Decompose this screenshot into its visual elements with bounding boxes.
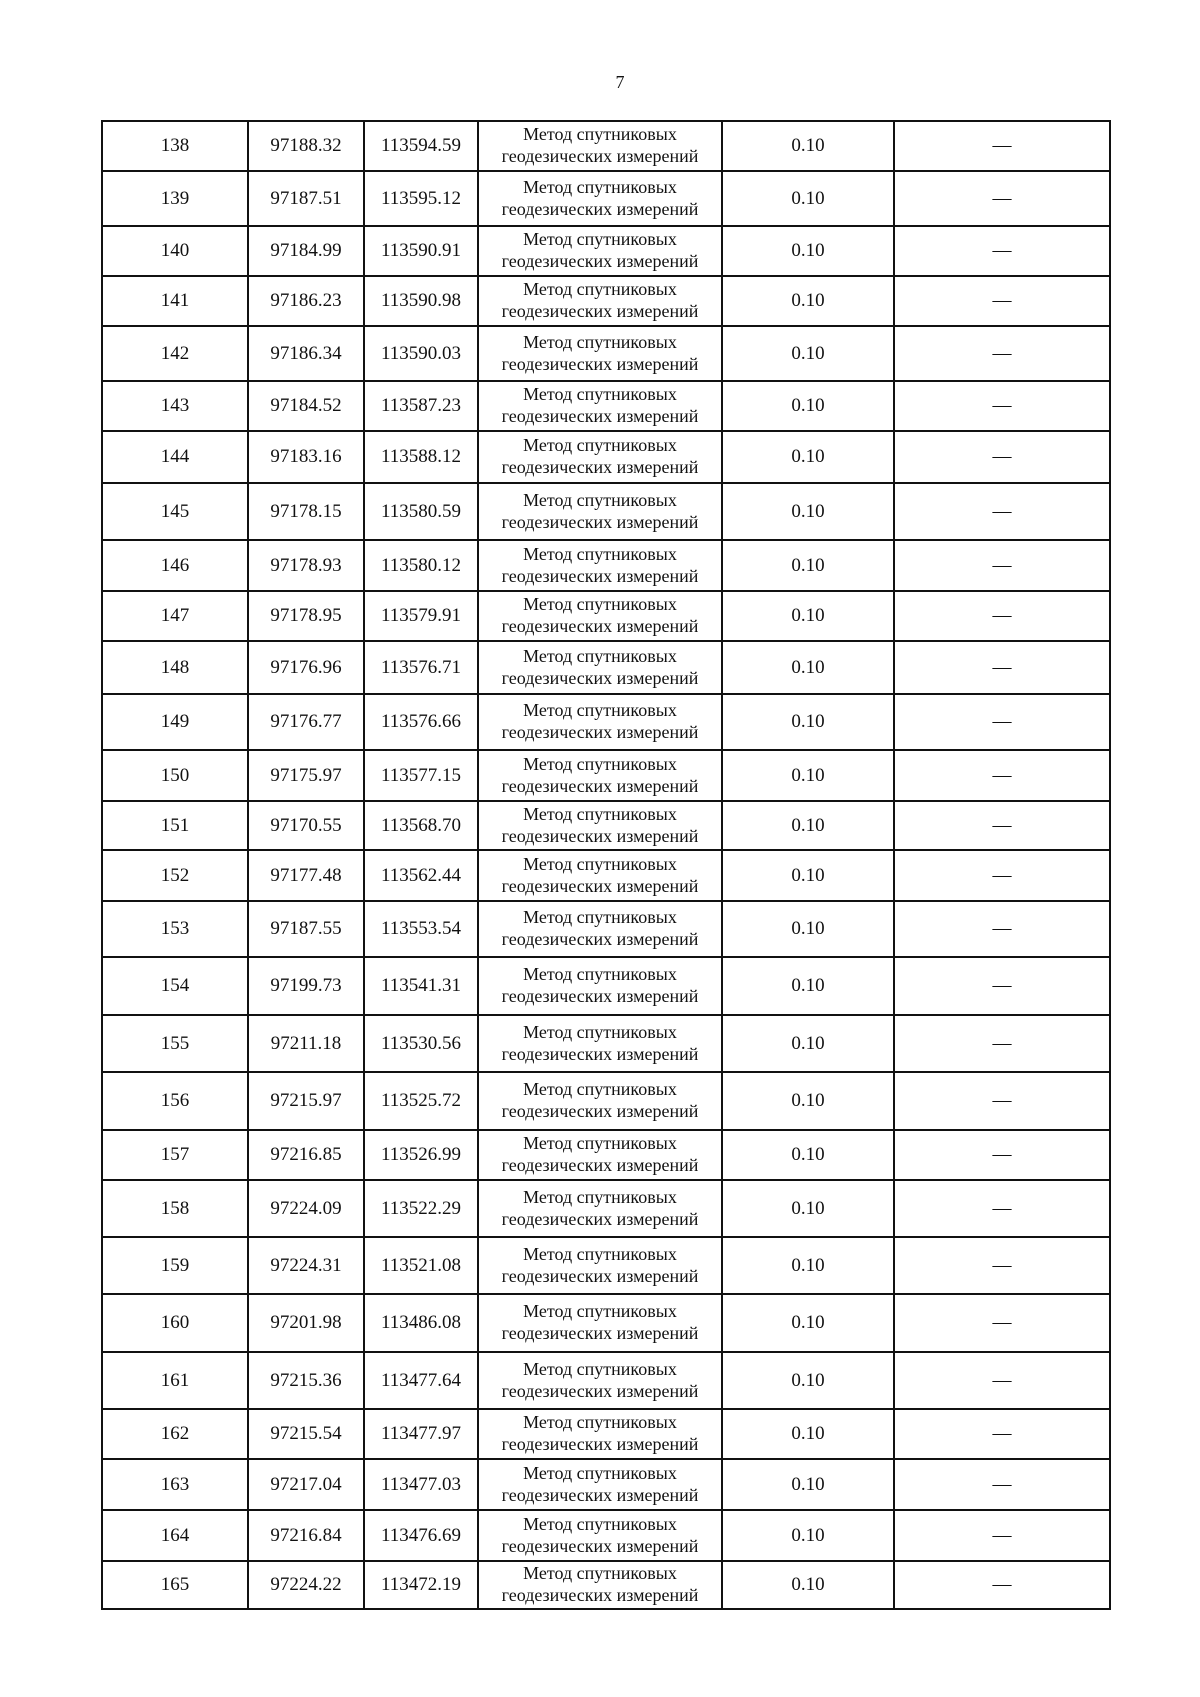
x-coordinate-cell: 97186.34	[248, 326, 364, 381]
method-cell: Метод спутниковых геодезических измерений	[478, 431, 722, 483]
method-cell: Метод спутниковых геодезических измерений	[478, 276, 722, 326]
x-coordinate-cell: 97224.09	[248, 1180, 364, 1237]
table-row	[102, 901, 1110, 957]
table-row	[102, 1294, 1110, 1352]
x-coordinate-cell: 97170.55	[248, 801, 364, 850]
accuracy-cell: 0.10	[722, 121, 894, 171]
accuracy-cell: 0.10	[722, 1459, 894, 1510]
table-row	[102, 276, 1110, 326]
y-coordinate-cell: 113590.98	[364, 276, 478, 326]
note-cell: —	[894, 591, 1110, 641]
accuracy-cell: 0.10	[722, 276, 894, 326]
table-row	[102, 1561, 1110, 1609]
y-coordinate-cell: 113595.12	[364, 171, 478, 226]
y-coordinate-cell: 113526.99	[364, 1130, 478, 1180]
accuracy-cell: 0.10	[722, 1072, 894, 1130]
note-cell: —	[894, 1180, 1110, 1237]
note-cell: —	[894, 850, 1110, 901]
method-cell: Метод спутниковых геодезических измерений	[478, 694, 722, 750]
accuracy-cell: 0.10	[722, 381, 894, 431]
x-coordinate-cell: 97184.52	[248, 381, 364, 431]
x-coordinate-cell: 97217.04	[248, 1459, 364, 1510]
table-row	[102, 540, 1110, 591]
note-cell: —	[894, 121, 1110, 171]
point-number-cell: 141	[102, 276, 248, 326]
table-row	[102, 326, 1110, 381]
note-cell: —	[894, 901, 1110, 957]
point-number-cell: 140	[102, 226, 248, 276]
y-coordinate-cell: 113472.19	[364, 1561, 478, 1609]
method-cell: Метод спутниковых геодезических измерений	[478, 540, 722, 591]
note-cell: —	[894, 1130, 1110, 1180]
method-cell: Метод спутниковых геодезических измерений	[478, 381, 722, 431]
note-cell: —	[894, 957, 1110, 1015]
accuracy-cell: 0.10	[722, 694, 894, 750]
table-row	[102, 1237, 1110, 1294]
note-cell: —	[894, 483, 1110, 540]
page-number: 7	[615, 72, 625, 92]
point-number-cell: 143	[102, 381, 248, 431]
note-cell: —	[894, 801, 1110, 850]
note-cell: —	[894, 1409, 1110, 1459]
accuracy-cell: 0.10	[722, 957, 894, 1015]
note-cell: —	[894, 1237, 1110, 1294]
point-number-cell: 164	[102, 1510, 248, 1561]
point-number-cell: 163	[102, 1459, 248, 1510]
point-number-cell: 153	[102, 901, 248, 957]
y-coordinate-cell: 113590.03	[364, 326, 478, 381]
accuracy-cell: 0.10	[722, 1180, 894, 1237]
accuracy-cell: 0.10	[722, 850, 894, 901]
point-number-cell: 155	[102, 1015, 248, 1072]
table-row	[102, 1072, 1110, 1130]
y-coordinate-cell: 113476.69	[364, 1510, 478, 1561]
point-number-cell: 147	[102, 591, 248, 641]
coordinates-table-body	[102, 121, 1110, 1609]
point-number-cell: 150	[102, 750, 248, 801]
x-coordinate-cell: 97201.98	[248, 1294, 364, 1352]
note-cell: —	[894, 1352, 1110, 1409]
method-cell: Метод спутниковых геодезических измерений	[478, 850, 722, 901]
method-cell: Метод спутниковых геодезических измерений	[478, 1180, 722, 1237]
point-number-cell: 152	[102, 850, 248, 901]
point-number-cell: 158	[102, 1180, 248, 1237]
note-cell: —	[894, 641, 1110, 694]
method-cell: Метод спутниковых геодезических измерений	[478, 1237, 722, 1294]
accuracy-cell: 0.10	[722, 750, 894, 801]
accuracy-cell: 0.10	[722, 1015, 894, 1072]
x-coordinate-cell: 97224.31	[248, 1237, 364, 1294]
method-cell: Метод спутниковых геодезических измерений	[478, 326, 722, 381]
method-cell: Метод спутниковых геодезических измерений	[478, 1561, 722, 1609]
x-coordinate-cell: 97184.99	[248, 226, 364, 276]
x-coordinate-cell: 97183.16	[248, 431, 364, 483]
note-cell: —	[894, 750, 1110, 801]
x-coordinate-cell: 97215.54	[248, 1409, 364, 1459]
point-number-cell: 156	[102, 1072, 248, 1130]
x-coordinate-cell: 97187.55	[248, 901, 364, 957]
accuracy-cell: 0.10	[722, 1237, 894, 1294]
x-coordinate-cell: 97188.32	[248, 121, 364, 171]
accuracy-cell: 0.10	[722, 801, 894, 850]
y-coordinate-cell: 113541.31	[364, 957, 478, 1015]
x-coordinate-cell: 97177.48	[248, 850, 364, 901]
accuracy-cell: 0.10	[722, 1510, 894, 1561]
table-row	[102, 121, 1110, 171]
accuracy-cell: 0.10	[722, 171, 894, 226]
y-coordinate-cell: 113477.97	[364, 1409, 478, 1459]
accuracy-cell: 0.10	[722, 1352, 894, 1409]
x-coordinate-cell: 97216.84	[248, 1510, 364, 1561]
y-coordinate-cell: 113486.08	[364, 1294, 478, 1352]
x-coordinate-cell: 97178.93	[248, 540, 364, 591]
note-cell: —	[894, 171, 1110, 226]
table-row	[102, 750, 1110, 801]
table-row	[102, 801, 1110, 850]
table-row	[102, 1180, 1110, 1237]
point-number-cell: 149	[102, 694, 248, 750]
table-row	[102, 641, 1110, 694]
y-coordinate-cell: 113576.66	[364, 694, 478, 750]
y-coordinate-cell: 113525.72	[364, 1072, 478, 1130]
table-row	[102, 1510, 1110, 1561]
note-cell: —	[894, 1015, 1110, 1072]
point-number-cell: 146	[102, 540, 248, 591]
note-cell: —	[894, 694, 1110, 750]
method-cell: Метод спутниковых геодезических измерений	[478, 641, 722, 694]
accuracy-cell: 0.10	[722, 326, 894, 381]
y-coordinate-cell: 113594.59	[364, 121, 478, 171]
note-cell: —	[894, 1561, 1110, 1609]
table-row	[102, 381, 1110, 431]
accuracy-cell: 0.10	[722, 540, 894, 591]
y-coordinate-cell: 113522.29	[364, 1180, 478, 1237]
accuracy-cell: 0.10	[722, 901, 894, 957]
method-cell: Метод спутниковых геодезических измерений	[478, 957, 722, 1015]
note-cell: —	[894, 1294, 1110, 1352]
point-number-cell: 148	[102, 641, 248, 694]
x-coordinate-cell: 97224.22	[248, 1561, 364, 1609]
table-row	[102, 1015, 1110, 1072]
y-coordinate-cell: 113477.64	[364, 1352, 478, 1409]
y-coordinate-cell: 113562.44	[364, 850, 478, 901]
x-coordinate-cell: 97199.73	[248, 957, 364, 1015]
method-cell: Метод спутниковых геодезических измерений	[478, 1072, 722, 1130]
x-coordinate-cell: 97178.95	[248, 591, 364, 641]
accuracy-cell: 0.10	[722, 483, 894, 540]
method-cell: Метод спутниковых геодезических измерений	[478, 1459, 722, 1510]
note-cell: —	[894, 1510, 1110, 1561]
x-coordinate-cell: 97178.15	[248, 483, 364, 540]
point-number-cell: 165	[102, 1561, 248, 1609]
method-cell: Метод спутниковых геодезических измерений	[478, 483, 722, 540]
note-cell: —	[894, 276, 1110, 326]
point-number-cell: 159	[102, 1237, 248, 1294]
x-coordinate-cell: 97186.23	[248, 276, 364, 326]
method-cell: Метод спутниковых геодезических измерений	[478, 1130, 722, 1180]
x-coordinate-cell: 97175.97	[248, 750, 364, 801]
method-cell: Метод спутниковых геодезических измерений	[478, 226, 722, 276]
method-cell: Метод спутниковых геодезических измерений	[478, 801, 722, 850]
method-cell: Метод спутниковых геодезических измерений	[478, 901, 722, 957]
method-cell: Метод спутниковых геодезических измерений	[478, 1409, 722, 1459]
accuracy-cell: 0.10	[722, 1561, 894, 1609]
point-number-cell: 145	[102, 483, 248, 540]
method-cell: Метод спутниковых геодезических измерений	[478, 1294, 722, 1352]
table-row	[102, 1459, 1110, 1510]
x-coordinate-cell: 97187.51	[248, 171, 364, 226]
accuracy-cell: 0.10	[722, 591, 894, 641]
note-cell: —	[894, 540, 1110, 591]
y-coordinate-cell: 113577.15	[364, 750, 478, 801]
y-coordinate-cell: 113587.23	[364, 381, 478, 431]
y-coordinate-cell: 113530.56	[364, 1015, 478, 1072]
y-coordinate-cell: 113580.59	[364, 483, 478, 540]
table-row	[102, 1130, 1110, 1180]
y-coordinate-cell: 113553.54	[364, 901, 478, 957]
table-row	[102, 1352, 1110, 1409]
point-number-cell: 144	[102, 431, 248, 483]
table-row	[102, 694, 1110, 750]
table-row	[102, 483, 1110, 540]
table-row	[102, 957, 1110, 1015]
y-coordinate-cell: 113521.08	[364, 1237, 478, 1294]
note-cell: —	[894, 431, 1110, 483]
table-row	[102, 850, 1110, 901]
x-coordinate-cell: 97176.77	[248, 694, 364, 750]
method-cell: Метод спутниковых геодезических измерений	[478, 1510, 722, 1561]
x-coordinate-cell: 97211.18	[248, 1015, 364, 1072]
table-row	[102, 171, 1110, 226]
coordinates-table	[101, 120, 1111, 1610]
note-cell: —	[894, 381, 1110, 431]
point-number-cell: 162	[102, 1409, 248, 1459]
note-cell: —	[894, 226, 1110, 276]
x-coordinate-cell: 97215.97	[248, 1072, 364, 1130]
accuracy-cell: 0.10	[722, 1294, 894, 1352]
point-number-cell: 151	[102, 801, 248, 850]
y-coordinate-cell: 113568.70	[364, 801, 478, 850]
method-cell: Метод спутниковых геодезических измерений	[478, 121, 722, 171]
x-coordinate-cell: 97216.85	[248, 1130, 364, 1180]
method-cell: Метод спутниковых геодезических измерений	[478, 591, 722, 641]
point-number-cell: 142	[102, 326, 248, 381]
y-coordinate-cell: 113588.12	[364, 431, 478, 483]
y-coordinate-cell: 113580.12	[364, 540, 478, 591]
accuracy-cell: 0.10	[722, 1409, 894, 1459]
table-row	[102, 431, 1110, 483]
accuracy-cell: 0.10	[722, 431, 894, 483]
point-number-cell: 139	[102, 171, 248, 226]
method-cell: Метод спутниковых геодезических измерений	[478, 171, 722, 226]
method-cell: Метод спутниковых геодезических измерений	[478, 1015, 722, 1072]
point-number-cell: 157	[102, 1130, 248, 1180]
method-cell: Метод спутниковых геодезических измерений	[478, 750, 722, 801]
y-coordinate-cell: 113576.71	[364, 641, 478, 694]
point-number-cell: 138	[102, 121, 248, 171]
y-coordinate-cell: 113477.03	[364, 1459, 478, 1510]
accuracy-cell: 0.10	[722, 226, 894, 276]
x-coordinate-cell: 97215.36	[248, 1352, 364, 1409]
note-cell: —	[894, 326, 1110, 381]
method-cell: Метод спутниковых геодезических измерений	[478, 1352, 722, 1409]
table-row	[102, 1409, 1110, 1459]
point-number-cell: 160	[102, 1294, 248, 1352]
point-number-cell: 154	[102, 957, 248, 1015]
table-row	[102, 591, 1110, 641]
accuracy-cell: 0.10	[722, 1130, 894, 1180]
y-coordinate-cell: 113579.91	[364, 591, 478, 641]
accuracy-cell: 0.10	[722, 641, 894, 694]
note-cell: —	[894, 1459, 1110, 1510]
y-coordinate-cell: 113590.91	[364, 226, 478, 276]
table-row	[102, 226, 1110, 276]
x-coordinate-cell: 97176.96	[248, 641, 364, 694]
point-number-cell: 161	[102, 1352, 248, 1409]
note-cell: —	[894, 1072, 1110, 1130]
